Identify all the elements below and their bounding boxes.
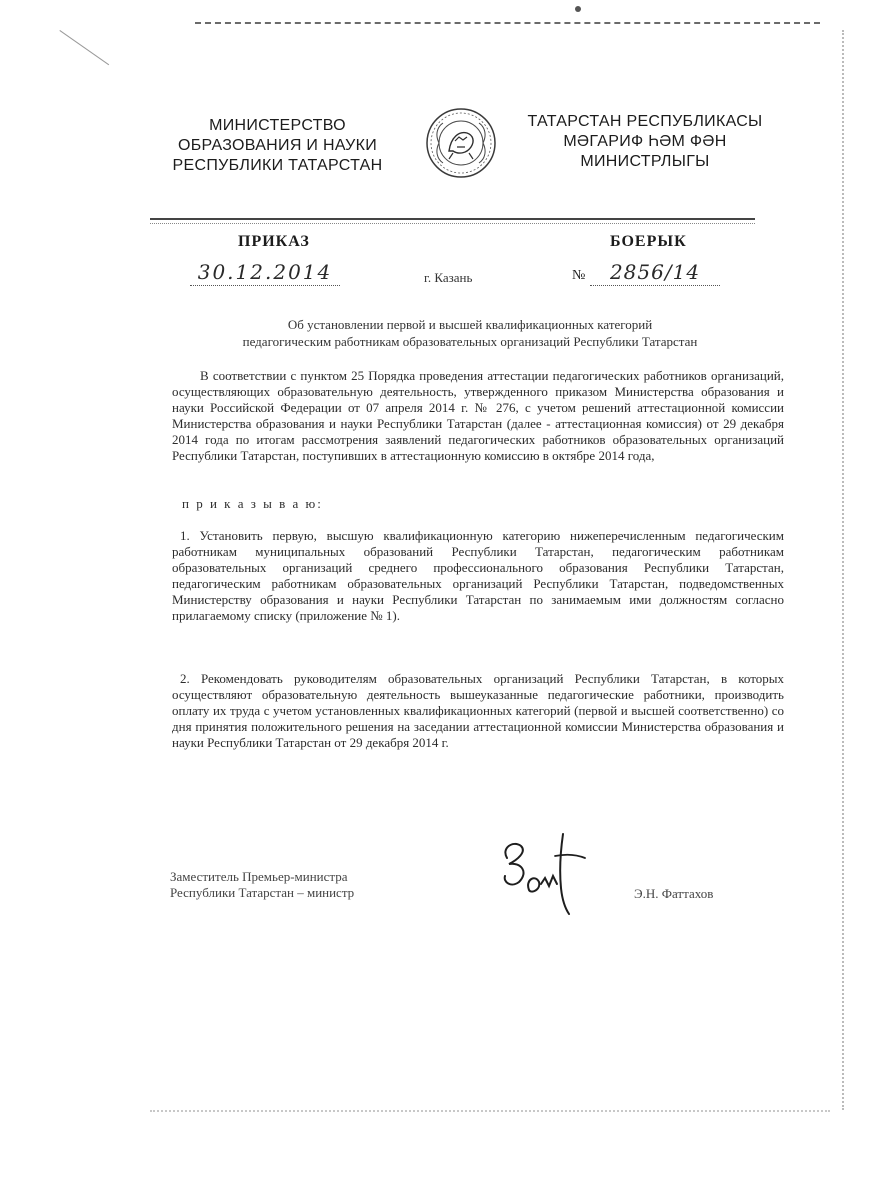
order-title <box>150 316 790 350</box>
decree-word: п р и к а з ы в а ю: <box>182 496 323 511</box>
letterhead-divider-thin <box>150 223 755 224</box>
coat-of-arms-emblem <box>425 107 497 179</box>
ministry-name-ru-line-1: МИНИСТЕРСТВО <box>209 117 346 134</box>
order-number-sign: № <box>572 268 586 283</box>
handwritten-signature <box>495 828 595 918</box>
order-label-ru: ПРИКАЗ <box>238 233 310 250</box>
signatory-name: Э.Н. Фаттахов <box>634 886 714 901</box>
preamble-paragraph: В соответствии с пунктом 25 Порядка проведения аттестации педагогических работников организаций, осуществляющих образовательную деятельность, утвержденного приказом Министерства образования и науки Российской Федерации от 07 апреля 2014 г. № 276, с учетом решений аттестационной комиссии Министерства образования и науки Республики Татарстан (далее - аттестационная комиссия) от 29 декабря 2014 года по итогам рассмотрения заявлений педагогических работников образовательных организаций Республики Татарстан, поступивших в аттестационную комиссию в октябре 2014 года, <box>172 368 784 463</box>
ministry-name-tt <box>505 112 785 172</box>
letterhead-divider <box>150 218 755 220</box>
signatory-position-line-1: Заместитель Премьер-министра <box>170 869 348 884</box>
ministry-name-ru <box>155 116 400 176</box>
clause-2-paragraph: 2. Рекомендовать руководителям образовательных организаций Республики Татарстан, в которых осуществляют образовательную деятельность вышеуказанные педагогические работники, производить оплату их труда с учетом установленных квалификационных категорий (первой и высшей соответственно) со дня принятия положительного решения на заседании аттестационной комиссии Министерства образования и науки Республики Татарстан от 29 декабря 2014 г. <box>172 671 784 750</box>
ministry-name-tt-line-3: МИНИСТРЛЫГЫ <box>580 153 710 170</box>
scan-edge-bottom <box>150 1110 830 1112</box>
scan-mark <box>575 6 581 12</box>
clause-1-paragraph: 1. Установить первую, высшую квалификационную категорию нижеперечисленным педагогическим работникам муниципальных образований Республики Татарстан, педагогическим работникам образовательных организаций среднего профессионального образования Республики Татарстан, педагогическим работникам образовательных организаций Республики Татарстан, подведомственных Министерству образования и науки Республики Татарстан по занимаемым ими должностям согласно прилагаемому списку (приложение № 1). <box>172 528 784 623</box>
signatory-position-line-2: Республики Татарстан – министр <box>170 885 355 900</box>
order-title-line-2: педагогическим работникам образовательных организаций Республики Татарстан <box>242 334 698 349</box>
ministry-name-tt-line-1: ТАТАРСТАН РЕСПУБЛИКАСЫ <box>527 113 763 130</box>
order-city: г. Казань <box>424 270 473 285</box>
ministry-name-ru-line-2: ОБРАЗОВАНИЯ И НАУКИ <box>178 137 377 154</box>
ministry-name-tt-line-2: МӘГАРИФ ҺӘМ ФӘН <box>563 133 727 150</box>
scan-streak <box>59 30 109 65</box>
order-number: 2856/14 <box>590 259 720 286</box>
order-label-tt: БОЕРЫК <box>610 233 687 250</box>
order-date: 30.12.2014 <box>190 259 340 286</box>
signatory-position <box>170 869 354 901</box>
scan-edge-right <box>842 30 844 1110</box>
order-title-line-1: Об установлении первой и высшей квалификационных категорий <box>287 317 653 332</box>
ministry-name-ru-line-3: РЕСПУБЛИКИ ТАТАРСТАН <box>172 157 383 174</box>
scan-edge-top <box>195 22 820 24</box>
